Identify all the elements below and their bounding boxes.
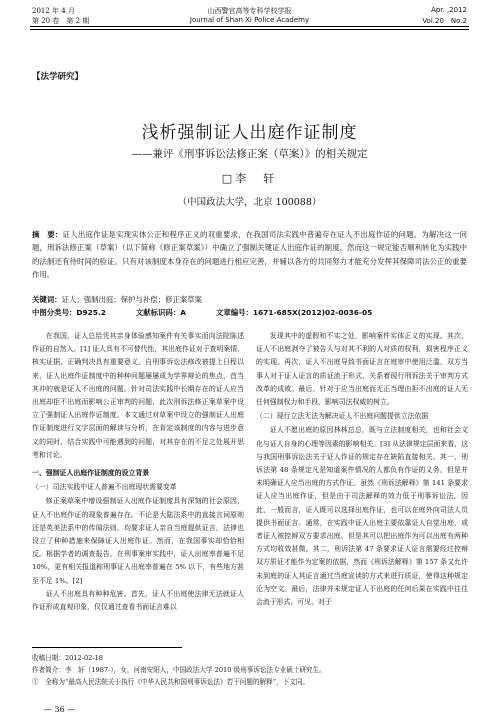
body-column-left <box>32 330 244 614</box>
article-subtitle: ——兼评《刑事诉讼法修正案（草案）》的相关规定 <box>131 148 368 160</box>
footnotes <box>32 652 467 688</box>
keywords <box>32 294 467 305</box>
section-heading: 一、强制证人出庭作证制度的设立背景 <box>32 469 150 478</box>
header-rule-thick <box>30 26 469 27</box>
abstract-label: 摘 要： <box>32 230 63 239</box>
journal-header <box>0 0 499 30</box>
abstract <box>32 228 467 281</box>
author-bio: 作者简介：李 轩（1987-），女，河南安阳人，中国政法大学 2010 级刑事诉讼法专业硕士研究生。 <box>32 666 326 674</box>
clc-number: 中图分类号：D925.2 <box>32 308 106 317</box>
paragraph: 证人不出庭具有种种危害。首先，证人不出庭使法律无法就证人作证形成直观印象，仅仅通过查看书面证言难以 <box>32 589 244 612</box>
issue-date-cn: 2012 年 4 月 <box>32 7 75 15</box>
journal-name-en: Journal of Shan Xi Police Academy <box>189 16 310 24</box>
issue-volume-en: Vol.20 No.2 <box>422 17 467 25</box>
paragraph: 证人不愿出庭的原因林林总总，既与立法制度相关，也和社会文化与证人自身的心理等因素的影响相关。[3] 从法律规定层面来看，这与我国刑事诉讼法关于证人作证的规定存在缺陷直接相关。其一，刑诉法第 48 条规定凡是知道案件情况的人都负有作证的义务，但是并未明确证人应当出庭的方式作证。虽然《刑诉法解释》第 141 条要求证人应当出庭作证，但是由于司法解释的效力低于刑事诉讼法，因此，一般而言，证人既可以选择出庭作证，也可以在庭外向司法人员提供书面证言。通常，在实践中证人出庭主要依靠证人自觉出庭，或者证人被控辩双方要求出庭，但是其可以把出庭作为可以出庭有两种方式均收效甚微。其二，刑诉法第 47 条要求证人证言需要经过控辩双方质证才能作为定案的依据，然而《刑诉法解释》第 157 条又允许未到庭的证人其证言通过当庭宣读的方式来进行质证，使得这种规定沦为空文。最后，法律并未规定证人不出庭的任何后果在实践中往往会流于形式，可见，对于 <box>256 426 468 607</box>
author-affiliation: （中国政法大学，北京 100088） <box>177 197 322 208</box>
article-number: 文章编号：1671-685X(2012)02-0036-05 <box>215 308 373 317</box>
footnote-1: ① 全称为“最高人民法院关于执行《中华人民共和国刑事诉讼法》若干问题的解释”，下文同。 <box>32 678 310 686</box>
document-code: 文献标识码：A <box>135 308 186 317</box>
paragraph: 在我国，证人总给凭其亲身体验感知案件有关事实而向法院陈述作证的自然人。[1] 证人具有不可替代性，其出庭作证对于查明案情、核实证据、正确判决具有重要意义。自刑事诉讼法修改被提上日程以来，证人出庭作证制度中的种种问题屡屡成为学界辩论的焦点，首当其冲的就是证人不出庭的问题。针对司法实践中长期存在的证人应当出庭却拒不出庭而影响公正审判的问题，此次刑诉法修正案草案中设立了强制证人出庭作证制度。本文通过对草案中设立的强制证人出庭作证制度进行文字层面的解读与分析，在肯定该制度的内容与进步意义的同时，结合实践中可能遇到的问题，对其存在的不足之处展开思考和讨论。 <box>32 332 244 459</box>
journal-name-cn: 山西警官高等专科学校学报 <box>207 7 292 15</box>
paragraph: 发现其中的虚假和不实之处，影响案件实体正义的实现。其次，证人不出庭剥夺了被告人与对其不利的人对质的权利，损害程序正义的实现。再次，证人不出庭导致书面证言在庭审中使用泛滥，双方当事人对于证人证言的质证流于形式，关系着现行刑诉法关于审判方式改革的成败。最后，针对于应当出庭而无正当理由拒不出庭的证人无任何强制权力和手段，影响司法权威的树立。 <box>256 332 468 407</box>
classification-row <box>32 307 467 318</box>
received-date: 收稿日期：2012-02-18 <box>32 654 103 662</box>
header-rule-thin <box>30 29 469 30</box>
issue-date-en: Apr. ,2012 <box>431 6 467 14</box>
page-number: — 36 — <box>44 705 76 714</box>
footnote-rule <box>32 647 182 648</box>
abstract-text: 证人出庭作证是实现实体公正和程序正义的双重要求，在我国司法实践中普遍存在证人不出庭作证的问题。为解决这一问题，刑诉法修正案（草案）（以下简称《修正案草案》）中确立了强制关键证人出庭作证的制度，然而这一规定能否顺利转化为实践中的法制还有待时间的验证。只有对该制度本身存在的问题进行相应完善，并辅以各方的共同努力才能充分发挥其保障司法公正的重要作用。 <box>32 230 467 279</box>
keywords-text: 证人；强制出庭；保护与补偿；修正案草案 <box>61 295 203 304</box>
paragraph: 修正案草案中增设强制证人出庭作证制度具有深刻的社会原因，证人不出庭作证的现象普遍存在。不论是大陆法系中的直接言词原则还是英美法系中的传闻法则，均要求证人亲自当庭提供证言，法律也设立了种种措施来保障证人出庭作证。然而，在我国事实却恰恰相反。根据学者的调查报告，在刑事案审实践中，证人出庭率普遍不足 10%，更有相关报道称刑事证人出庭率普遍在 5% 以下，有些地方甚至不足 1%。[2] <box>32 497 244 585</box>
subsection-heading: （一）司法实践中证人普遍不出庭现状需要变革 <box>32 483 177 492</box>
article-title: 浅析强制证人出庭作证制度 <box>141 123 358 143</box>
section-tag: 【法学研究】 <box>32 72 84 82</box>
body-column-right <box>256 330 468 609</box>
issue-volume-cn: 第 20 卷 第 2 期 <box>32 17 90 25</box>
keywords-label: 关键词： <box>32 295 62 304</box>
subsection-heading: （二）现行立法无法为解决证人不出庭问题提供立法依据 <box>256 412 429 421</box>
article-author: □李 轩 <box>221 172 278 185</box>
